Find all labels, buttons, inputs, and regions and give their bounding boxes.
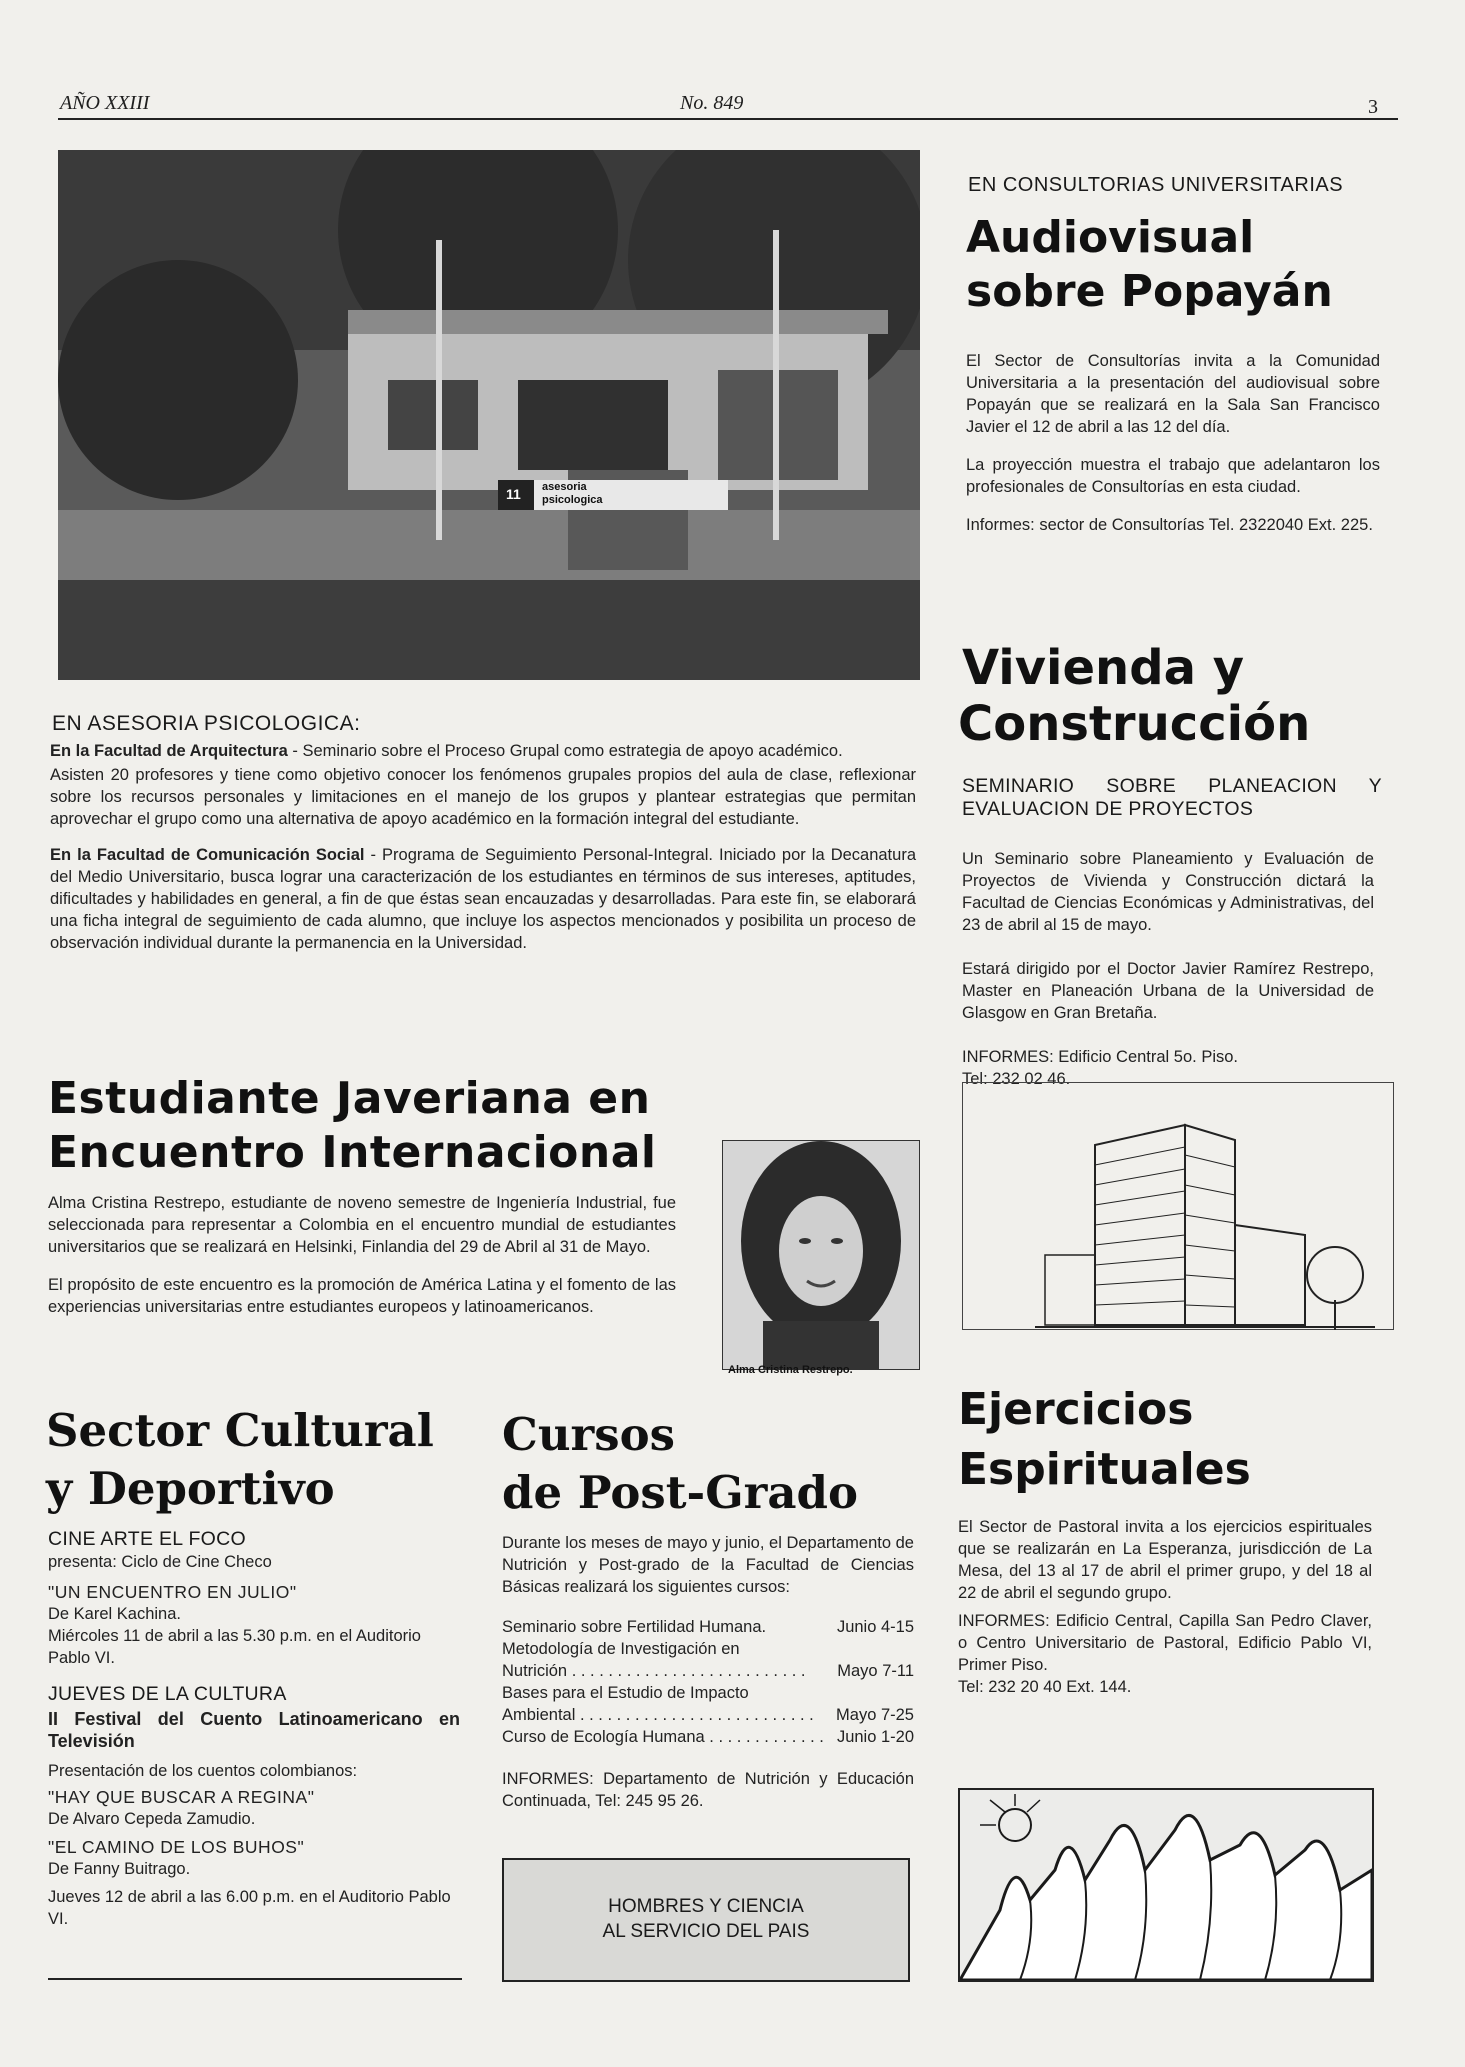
ejercicios-tel: Tel: 232 20 40 Ext. 144.	[958, 1678, 1132, 1696]
course-impacto	[502, 1704, 914, 1726]
course-name: Seminario sobre Fertilidad Humana.	[502, 1618, 767, 1636]
cuento-1-author: De Alvaro Cepeda Zamudio.	[48, 1810, 256, 1828]
course-date: Junio 4-15	[836, 1618, 914, 1636]
ejercicios-title-1: Ejercicios	[958, 1384, 1194, 1435]
cine-arte-kicker: CINE ARTE EL FOCO	[48, 1528, 246, 1550]
building-photo-illustration	[58, 150, 920, 680]
course-date: Mayo 7-25	[836, 1706, 914, 1724]
vivienda-title-1: Vivienda y	[962, 640, 1244, 696]
comunicacion-text: - Programa de Seguimiento Personal-Integral. Iniciado por la Decanatura del Medio Universitario, busca lograr una caracterización de los estudiantes en términos de sus intereses, aptitudes, dificultades y habilidades en general, a fin de que éstas sean encauzadas y desarrolladas. Para este fin, se elaborará una ficha integral de seguimiento de cada alumno, que incluye los aspectos mencionados y posibilita un proceso de observación individual durante la permanencia en la Universidad.	[50, 846, 916, 952]
course-fertilidad	[502, 1616, 914, 1638]
audiovisual-paragraph-1: El Sector de Consultorías invita a la Comunidad Universitaria a la presentación del audiovisual sobre Popayán que se realizará en la Sala San Francisco Javier el 12 de abril a las 12 del día.	[966, 352, 1380, 436]
asesoria-kicker: EN ASESORIA PSICOLOGICA:	[52, 712, 361, 735]
course-metodologia-line	[502, 1638, 914, 1660]
cursos-intro: Durante los meses de mayo y junio, el Departamento de Nutrición y Post-grado de la Facultad de Ciencias Básicas realizará los siguientes cursos:	[502, 1534, 914, 1596]
vivienda-body	[962, 848, 1374, 1090]
course-metodologia	[502, 1660, 914, 1682]
building-illustration	[1035, 1085, 1375, 1335]
cuento-1-title: "HAY QUE BUSCAR A REGINA"	[48, 1787, 315, 1807]
hombres-ciencia-line-1: HOMBRES Y CIENCIA	[608, 1896, 804, 1917]
estudiante-paragraph-2: El propósito de este encuentro es la promoción de América Latina y el fomento de las experiencias universitarias entre estudiantes europeos y latinoamericanos.	[48, 1276, 676, 1316]
vivienda-subtitle: SEMINARIO SOBRE PLANEACION Y EVALUACION DE PROYECTOS	[962, 775, 1382, 820]
audiovisual-body	[966, 350, 1380, 552]
course-name: Bases para el Estudio de Impacto	[502, 1684, 749, 1702]
course-name: Ambiental . . .	[502, 1704, 829, 1726]
cursos-title-2: de Post-Grado	[502, 1466, 858, 1519]
vivienda-informes-1: INFORMES: Edificio Central 5o. Piso.	[962, 1048, 1239, 1066]
vivienda-paragraph-1: Un Seminario sobre Planeamiento y Evaluación de Proyectos de Vivienda y Construcción dictará la Facultad de Ciencias Económicas y Administrativas, del 23 de abril al 15 de mayo.	[962, 850, 1374, 934]
cultural-title-1: Sector Cultural	[46, 1404, 434, 1457]
estudiante-paragraph-1: Alma Cristina Restrepo, estudiante de noveno semestre de Ingeniería Industrial, fue seleccionada para representar a Colombia en el encuentro mundial de estudiantes universitarios que se realizará en Helsinki, Finlandia del 29 de Abril al 31 de Mayo.	[48, 1194, 676, 1256]
cultural-bottom-rule	[48, 1978, 462, 1980]
cursos-informes: INFORMES: Departamento de Nutrición y Educación Continuada, Tel: 245 95 26.	[502, 1770, 914, 1810]
audiovisual-informes: Informes: sector de Consultorías Tel. 2322040 Ext. 225.	[966, 516, 1373, 534]
cursos-body	[502, 1532, 914, 1812]
ejercicios-body	[958, 1516, 1372, 1698]
audiovisual-title-1: Audiovisual	[966, 212, 1255, 263]
jueves-cultura-kicker: JUEVES DE LA CULTURA	[48, 1683, 287, 1705]
header-year: AÑO XXIII	[60, 92, 150, 114]
course-date: Junio 1-20	[836, 1728, 914, 1746]
portrait-illustration	[723, 1141, 919, 1369]
ejercicios-paragraph-1: El Sector de Pastoral invita a los ejercicios espirituales que se realizarán en La Esperanza, jurisdicción de La Mesa, del 13 al 17 de abril el primer grupo, y del 18 al 22 de abril el segundo grupo.	[958, 1518, 1372, 1602]
cuento-2-author: De Fanny Buitrago.	[48, 1860, 191, 1878]
asesoria-paragraph-arquitectura	[50, 740, 916, 762]
audiovisual-paragraph-2: La proyección muestra el trabajo que adelantaron los profesionales de Consultorías en esta ciudad.	[966, 456, 1380, 496]
vivienda-paragraph-2: Estará dirigido por el Doctor Javier Ramírez Restrepo, Master en Planeación Urbana de la Universidad de Glasgow en Gran Bretaña.	[962, 960, 1374, 1022]
course-name: Metodología de Investigación en	[502, 1640, 740, 1658]
header-issue: No. 849	[680, 92, 744, 114]
student-photo-caption: Alma Cristina Restrepo.	[728, 1364, 853, 1376]
facultad-arquitectura-lead: En la Facultad de Arquitectura	[50, 742, 288, 760]
header-rule	[58, 118, 1398, 120]
mountains-illustration	[960, 1790, 1372, 1980]
asesoria-paragraph-comunicacion	[50, 844, 916, 954]
estudiante-body	[48, 1192, 676, 1334]
hombres-ciencia-line-2: AL SERVICIO DEL PAIS	[602, 1921, 810, 1942]
estudiante-title-2: Encuentro Internacional	[48, 1127, 657, 1178]
vivienda-informes-2: Tel: 232 02 46.	[962, 1070, 1071, 1088]
festival-title: II Festival del Cuento Latinoamericano en Televisión	[48, 1709, 460, 1751]
asesoria-body	[50, 740, 916, 970]
film-title: "UN ENCUENTRO EN JULIO"	[48, 1582, 297, 1602]
course-name: Nutrición . . .	[502, 1660, 829, 1682]
cuento-2-title: "EL CAMINO DE LOS BUHOS"	[48, 1837, 305, 1857]
ejercicios-title-2: Espirituales	[958, 1444, 1251, 1495]
ejercicios-informes: INFORMES: Edificio Central, Capilla San Pedro Claver, o Centro Universitario de Pastoral, Edificio Pablo VI, Primer Piso.	[958, 1612, 1372, 1674]
arquitectura-text: - Seminario sobre el Proceso Grupal como estrategia de apoyo académico.	[287, 742, 843, 760]
cultural-title-2: y Deportivo	[46, 1462, 335, 1515]
asesoria-paragraph-profesores: Asisten 20 profesores y tiene como objetivo conocer los fenómenos grupales propios del aula de clase, reflexionar sobre los recursos personales y limitaciones en el manejo de los grupos y plantear estrategias que permitan aprovechar el grupo como una alternativa de apoyo académico en la formación integral del estudiante.	[50, 766, 916, 828]
cuentos-presentacion: Presentación de los cuentos colombianos:	[48, 1762, 358, 1780]
photo-sign-text-1: asesoria	[542, 481, 587, 493]
cine-presenta: presenta: Ciclo de Cine Checo	[48, 1553, 272, 1571]
audiovisual-kicker: EN CONSULTORIAS UNIVERSITARIAS	[968, 174, 1344, 196]
film-schedule: Miércoles 11 de abril a las 5.30 p.m. en el Auditorio Pablo VI.	[48, 1627, 421, 1667]
course-date: Mayo 7-11	[837, 1662, 914, 1680]
student-portrait-photo	[722, 1140, 920, 1370]
vivienda-title-2: Construcción	[958, 696, 1311, 752]
estudiante-title-1: Estudiante Javeriana en	[48, 1073, 651, 1124]
cultural-body	[48, 1528, 460, 1930]
header-page-number: 3	[1368, 96, 1378, 118]
course-ecologia	[502, 1726, 914, 1748]
photo-sign-text-2: psicologica	[542, 494, 603, 506]
hombres-ciencia-box	[502, 1858, 910, 1982]
jueves-schedule: Jueves 12 de abril a las 6.00 p.m. en el Auditorio Pablo VI.	[48, 1888, 451, 1928]
mountains-illustration-frame	[958, 1788, 1374, 1982]
audiovisual-title-2: sobre Popayán	[966, 266, 1333, 317]
facultad-comunicacion-lead: En la Facultad de Comunicación Social	[50, 846, 365, 864]
asesoria-building-photo	[58, 150, 920, 680]
course-impacto-line	[502, 1682, 914, 1704]
photo-sign-number: 11	[506, 486, 521, 502]
cursos-title-1: Cursos	[502, 1408, 675, 1461]
course-name: Curso de Ecología Humana . . .	[502, 1726, 829, 1748]
film-director: De Karel Kachina.	[48, 1605, 181, 1623]
